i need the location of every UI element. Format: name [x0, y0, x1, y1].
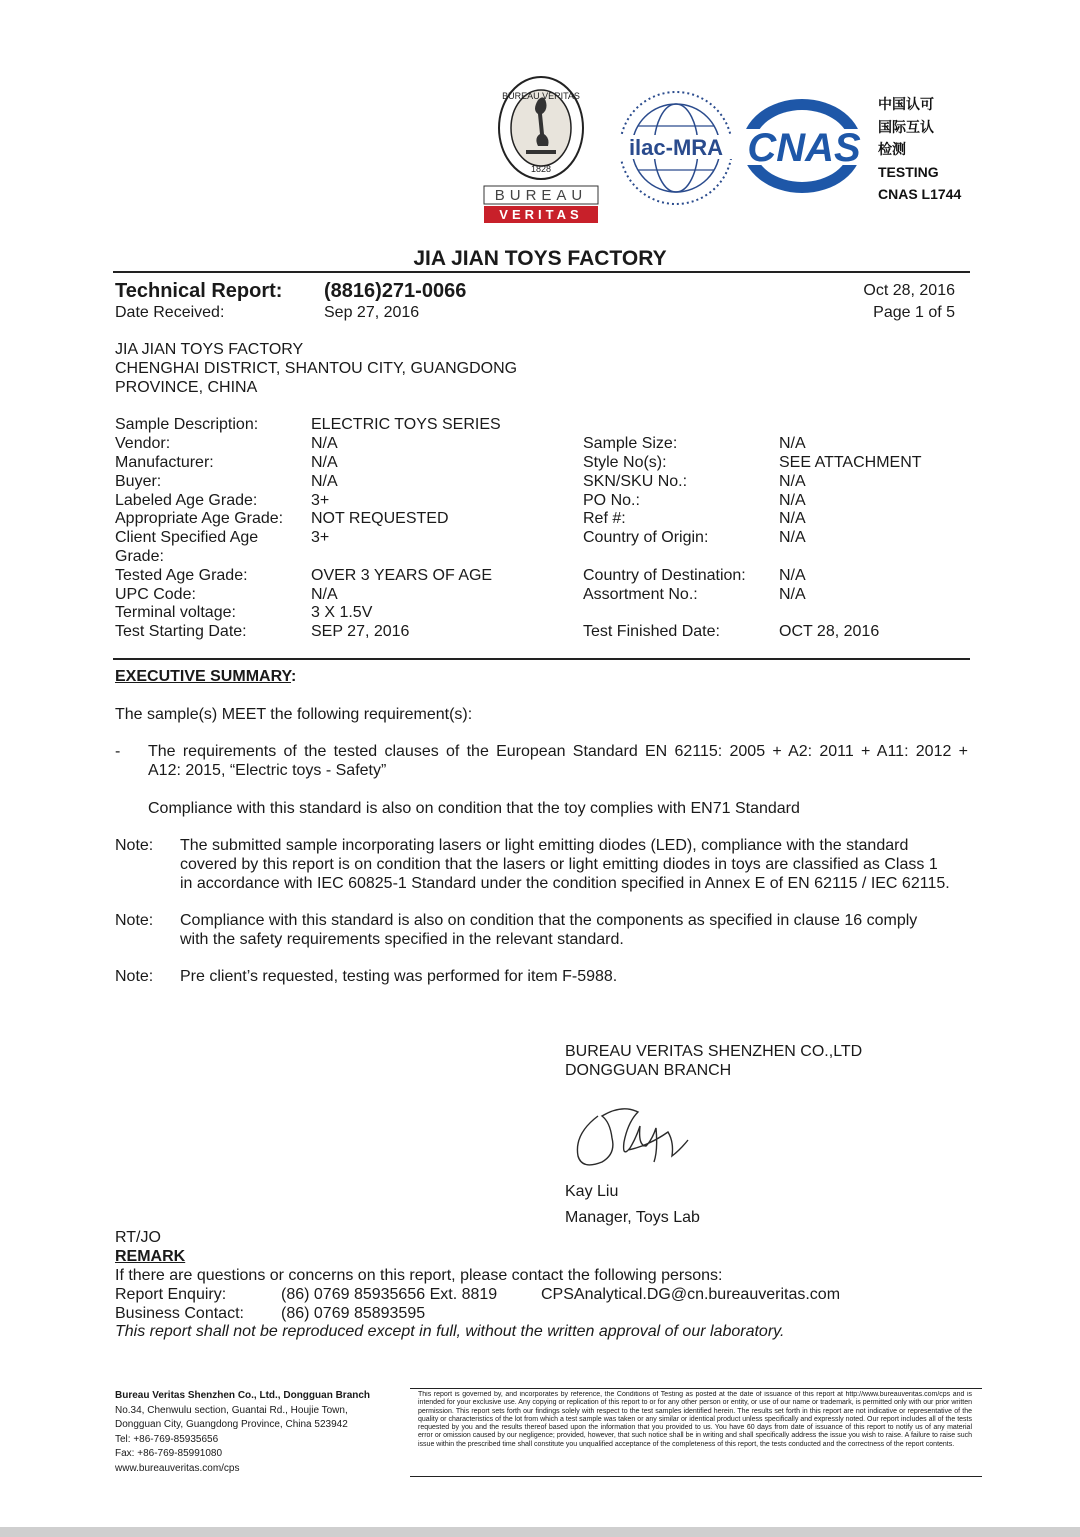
footer-line: Tel: +86-769-85935656 — [115, 1433, 219, 1445]
note-3: Pre client’s requested, testing was performed for item F-5988. — [180, 968, 618, 985]
svg-text:BUREAU VERITAS: BUREAU VERITAS — [502, 91, 580, 101]
detail-value: 3 X 1.5V — [311, 604, 373, 621]
detail-value: N/A — [779, 586, 806, 603]
svg-text:VERITAS: VERITAS — [499, 207, 583, 222]
report-date: Oct 28, 2016 — [863, 282, 955, 299]
received-date: Sep 27, 2016 — [324, 304, 420, 321]
svg-text:BUREAU: BUREAU — [494, 187, 588, 204]
detail-value: N/A — [779, 510, 806, 527]
footer-line: Fax: +86-769-85991080 — [115, 1448, 223, 1459]
signature-company-line: DONGGUAN BRANCH — [565, 1062, 732, 1079]
business-label: Business Contact: — [115, 1305, 244, 1322]
footer-legal: This report is governed by, and incorporates by reference, the Conditions of Testing as posted at the date of issuance of this report at http://www.bureauveritas.com/cps and is intended for your exclusive use. Any copying or replication of this report to or for any other person or entity, or use of our name or trademark, is permitted only with our prior written permission. This report sets forth our findings solely with respect to the test samples identified herein. The results set forth in this report are not indicative or representative of the quality or characteristics of the lot from which a test sample was taken or any similar or identical product unless specifically and expressly noted. Our report includes all of the tests requested by you and the results thereof based upon the information that you provided to us. You have 60 days from date of issuance of this report to notify us of any material error or omission caused by our negligence; provided, however, that such notice shall be in writing and shall specifically address the issue you wish to raise. A failure to raise such issue within the prescribed time shall constitute you unqualified acceptance of the completeness of this report, the tests conducted and the correctness of the report contents. — [418, 1391, 972, 1448]
detail-value: OCT 28, 2016 — [779, 623, 880, 640]
header-rule — [113, 271, 970, 273]
note-label: Note: — [115, 912, 154, 929]
enquiry-email[interactable]: CPSAnalytical.DG@cn.bureauveritas.com — [541, 1286, 841, 1303]
ilac-mra-logo — [616, 88, 736, 208]
detail-value: N/A — [311, 586, 338, 603]
enquiry-phone: (86) 0769 85935656 Ext. 8819 — [281, 1286, 498, 1303]
note-1 — [180, 836, 950, 893]
cnas-line: 中国认可 — [878, 96, 934, 112]
detail-label: Terminal voltage: — [115, 604, 236, 621]
cnas-line: TESTING — [878, 163, 939, 180]
remark-intro: If there are questions or concerns on this report, please contact the following persons: — [115, 1267, 723, 1284]
address-line: PROVINCE, CHINA — [115, 379, 258, 396]
signature-company — [565, 1042, 862, 1080]
address-line: CHENGHAI DISTRICT, SHANTOU CITY, GUANGDONG — [115, 360, 518, 377]
detail-value: N/A — [779, 435, 806, 452]
summary-heading-text: EXECUTIVE SUMMARY — [115, 668, 292, 685]
handwritten-signature — [568, 1086, 698, 1178]
cnas-logo — [740, 97, 868, 195]
cnas-emblem-icon — [740, 97, 868, 195]
cnas-line: 国际互认 — [878, 118, 934, 135]
report-label: Technical Report: — [115, 280, 283, 302]
detail-value: 3+ — [311, 529, 330, 546]
detail-label: Style No(s): — [583, 454, 667, 471]
detail-label: Buyer: — [115, 473, 162, 490]
note-label: Note: — [115, 968, 154, 985]
compliance-text: Compliance with this standard is also on condition that the toy complies with EN71 Standard — [148, 800, 800, 817]
cnas-line: 检测 — [878, 141, 906, 157]
business-phone: (86) 0769 85893595 — [281, 1305, 426, 1322]
detail-label: Client Specified Age — [115, 529, 259, 546]
signatory-name: Kay Liu — [565, 1183, 619, 1200]
detail-label: Grade: — [115, 548, 164, 565]
requirement-line: The requirements of the tested clauses of the European Standard EN 62115: 2005 + A2: 2011 + A11: 2012 + — [148, 743, 968, 760]
details-rule — [113, 658, 970, 660]
detail-label: Appropriate Age Grade: — [115, 510, 284, 527]
ilac-globe-icon — [616, 88, 736, 208]
footer-line[interactable]: www.bureauveritas.com/cps — [115, 1462, 240, 1474]
detail-value: N/A — [779, 473, 806, 490]
detail-value: N/A — [779, 492, 806, 509]
page-number: Page 1 of 5 — [873, 304, 955, 321]
company-title: JIA JIAN TOYS FACTORY — [413, 247, 667, 270]
bureau-veritas-logo — [480, 76, 602, 226]
cnas-line: CNAS L1744 — [878, 186, 962, 202]
svg-text:ilac-MRA: ilac-MRA — [628, 135, 724, 160]
note-line: with the safety requirements specified in the relevant standard. — [180, 931, 624, 948]
summary-intro: The sample(s) MEET the following requirement(s): — [115, 706, 473, 723]
page-bottom-band — [0, 1527, 1080, 1537]
detail-label: PO No.: — [583, 492, 640, 509]
note-2 — [180, 911, 917, 949]
signatory-title: Manager, Toys Lab — [565, 1209, 700, 1226]
detail-value: N/A — [311, 454, 338, 471]
note-line: covered by this report is on condition that the lasers or light emitting diodes in toys are classified as Class 1 — [180, 856, 938, 873]
detail-label: Country of Origin: — [583, 529, 709, 546]
footer-address — [115, 1389, 405, 1476]
detail-label: Assortment No.: — [583, 586, 698, 603]
detail-value: ELECTRIC TOYS SERIES — [311, 416, 501, 433]
received-label: Date Received: — [115, 304, 225, 321]
summary-heading-colon: : — [291, 668, 297, 685]
client-address — [115, 340, 517, 397]
report-number: (8816)271-0066 — [324, 280, 467, 302]
detail-label: Test Finished Date: — [583, 623, 720, 640]
note-line: in accordance with IEC 60825-1 Standard under the condition specified in Annex E of EN 62115 / IEC 62115. — [180, 875, 950, 892]
reproduction-disclaimer: This report shall not be reproduced except in full, without the written approval of our laboratory. — [115, 1323, 785, 1340]
detail-value: SEP 27, 2016 — [311, 623, 410, 640]
detail-label: Vendor: — [115, 435, 171, 452]
svg-text:CNAS: CNAS — [747, 126, 861, 170]
detail-value: N/A — [311, 435, 338, 452]
detail-label: Tested Age Grade: — [115, 567, 248, 584]
footer-company: Bureau Veritas Shenzhen Co., Ltd., Dongguan Branch — [115, 1390, 371, 1401]
requirement-line: A12: 2015, “Electric toys - Safety” — [148, 762, 387, 779]
detail-label: Ref #: — [583, 510, 626, 527]
detail-value: N/A — [779, 567, 806, 584]
enquiry-label: Report Enquiry: — [115, 1286, 227, 1303]
cnas-text-block — [878, 93, 961, 206]
detail-value: OVER 3 YEARS OF AGE — [311, 567, 493, 584]
bureau-veritas-seal-icon — [480, 76, 602, 226]
footer-rule-bottom — [410, 1476, 982, 1477]
detail-label: SKN/SKU No.: — [583, 473, 688, 490]
svg-text:1828: 1828 — [530, 164, 552, 174]
note-line: Compliance with this standard is also on condition that the components as specified in clause 16 comply — [180, 912, 918, 929]
detail-label: Test Starting Date: — [115, 623, 247, 640]
detail-label: Labeled Age Grade: — [115, 492, 258, 509]
signature-company-line: BUREAU VERITAS SHENZHEN CO.,LTD — [565, 1043, 863, 1060]
detail-label: UPC Code: — [115, 586, 196, 603]
detail-label: Manufacturer: — [115, 454, 214, 471]
signature-icon — [568, 1086, 698, 1178]
detail-value: 3+ — [311, 492, 330, 509]
note-line: The submitted sample incorporating lasers or light emitting diodes (LED), compliance with the standard — [180, 837, 909, 854]
summary-heading — [115, 667, 296, 686]
detail-value: SEE ATTACHMENT — [779, 454, 922, 471]
detail-label: Sample Description: — [115, 416, 259, 433]
detail-value: N/A — [311, 473, 338, 490]
detail-label: Sample Size: — [583, 435, 678, 452]
detail-value: NOT REQUESTED — [311, 510, 449, 527]
footer-rule-top — [410, 1388, 982, 1389]
bullet-dash: - — [115, 743, 121, 760]
footer-line: Dongguan City, Guangdong Province, China 523942 — [115, 1419, 348, 1430]
detail-label: Country of Destination: — [583, 567, 746, 584]
detail-value: N/A — [779, 529, 806, 546]
note-label: Note: — [115, 837, 154, 854]
footer-line: No.34, Chenwulu section, Guantai Rd., Houjie Town, — [115, 1404, 348, 1416]
remark-heading: REMARK — [115, 1248, 186, 1265]
address-line: JIA JIAN TOYS FACTORY — [115, 341, 304, 358]
initials: RT/JO — [115, 1229, 161, 1246]
